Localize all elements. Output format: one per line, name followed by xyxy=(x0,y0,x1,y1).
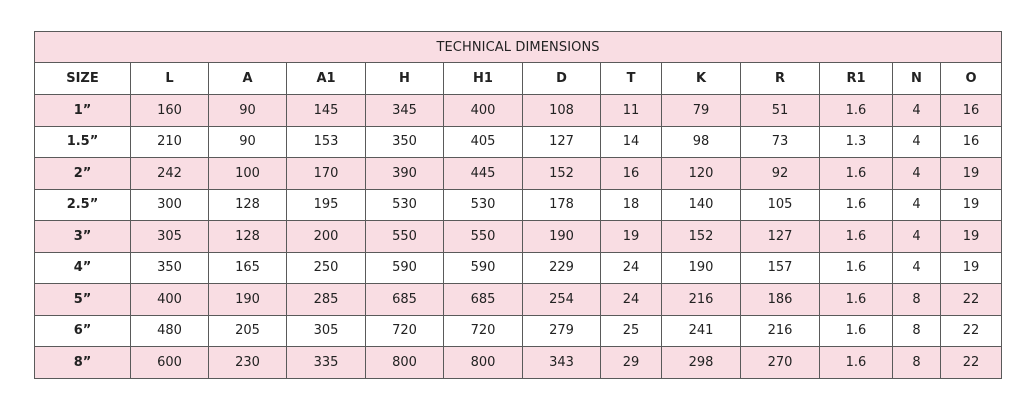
value-cell-h1: 400 xyxy=(444,95,523,127)
value-cell-a1: 285 xyxy=(287,284,366,316)
value-cell-h: 390 xyxy=(366,158,444,190)
value-cell-d: 229 xyxy=(523,252,601,284)
value-cell-o: 19 xyxy=(941,189,1002,221)
value-cell-a: 205 xyxy=(209,315,287,347)
column-header-t: T xyxy=(601,63,662,95)
value-cell-k: 298 xyxy=(662,347,741,379)
column-header-a: A xyxy=(209,63,287,95)
value-cell-a1: 170 xyxy=(287,158,366,190)
value-cell-h: 590 xyxy=(366,252,444,284)
size-cell: 2.5” xyxy=(35,189,131,221)
value-cell-o: 16 xyxy=(941,95,1002,127)
value-cell-h: 345 xyxy=(366,95,444,127)
value-cell-r: 51 xyxy=(741,95,820,127)
technical-dimensions-table xyxy=(34,31,1002,379)
size-cell: 8” xyxy=(35,347,131,379)
value-cell-h1: 590 xyxy=(444,252,523,284)
size-cell: 1” xyxy=(35,95,131,127)
table-row xyxy=(35,221,1002,253)
value-cell-t: 18 xyxy=(601,189,662,221)
value-cell-r: 127 xyxy=(741,221,820,253)
value-cell-h1: 685 xyxy=(444,284,523,316)
title-row xyxy=(35,32,1002,63)
value-cell-h1: 720 xyxy=(444,315,523,347)
value-cell-t: 24 xyxy=(601,284,662,316)
value-cell-k: 152 xyxy=(662,221,741,253)
value-cell-k: 241 xyxy=(662,315,741,347)
value-cell-a: 90 xyxy=(209,126,287,158)
column-header-h: H xyxy=(366,63,444,95)
value-cell-h: 685 xyxy=(366,284,444,316)
table-title: TECHNICAL DIMENSIONS xyxy=(35,32,1002,63)
value-cell-r1: 1.6 xyxy=(820,284,893,316)
value-cell-h1: 445 xyxy=(444,158,523,190)
value-cell-t: 19 xyxy=(601,221,662,253)
value-cell-t: 24 xyxy=(601,252,662,284)
value-cell-r1: 1.3 xyxy=(820,126,893,158)
value-cell-r: 105 xyxy=(741,189,820,221)
value-cell-h: 530 xyxy=(366,189,444,221)
value-cell-l: 300 xyxy=(131,189,209,221)
value-cell-h1: 530 xyxy=(444,189,523,221)
value-cell-l: 305 xyxy=(131,221,209,253)
value-cell-o: 19 xyxy=(941,252,1002,284)
value-cell-d: 108 xyxy=(523,95,601,127)
value-cell-n: 4 xyxy=(893,126,941,158)
value-cell-n: 4 xyxy=(893,158,941,190)
value-cell-h1: 800 xyxy=(444,347,523,379)
value-cell-k: 190 xyxy=(662,252,741,284)
value-cell-r1: 1.6 xyxy=(820,95,893,127)
value-cell-d: 254 xyxy=(523,284,601,316)
column-header-n: N xyxy=(893,63,941,95)
value-cell-a1: 250 xyxy=(287,252,366,284)
value-cell-a1: 195 xyxy=(287,189,366,221)
value-cell-d: 152 xyxy=(523,158,601,190)
value-cell-n: 4 xyxy=(893,95,941,127)
value-cell-d: 178 xyxy=(523,189,601,221)
column-header-l: L xyxy=(131,63,209,95)
value-cell-r1: 1.6 xyxy=(820,189,893,221)
column-header-d: D xyxy=(523,63,601,95)
value-cell-o: 19 xyxy=(941,221,1002,253)
column-header-r1: R1 xyxy=(820,63,893,95)
value-cell-h: 350 xyxy=(366,126,444,158)
value-cell-h: 550 xyxy=(366,221,444,253)
table-body xyxy=(35,95,1002,379)
column-header-k: K xyxy=(662,63,741,95)
value-cell-h1: 405 xyxy=(444,126,523,158)
value-cell-o: 22 xyxy=(941,347,1002,379)
value-cell-n: 8 xyxy=(893,347,941,379)
value-cell-l: 600 xyxy=(131,347,209,379)
value-cell-a1: 145 xyxy=(287,95,366,127)
value-cell-n: 8 xyxy=(893,284,941,316)
value-cell-a: 90 xyxy=(209,95,287,127)
size-cell: 1.5” xyxy=(35,126,131,158)
value-cell-k: 140 xyxy=(662,189,741,221)
value-cell-l: 400 xyxy=(131,284,209,316)
value-cell-k: 120 xyxy=(662,158,741,190)
table-row xyxy=(35,284,1002,316)
value-cell-r: 92 xyxy=(741,158,820,190)
value-cell-r: 270 xyxy=(741,347,820,379)
value-cell-o: 19 xyxy=(941,158,1002,190)
value-cell-o: 16 xyxy=(941,126,1002,158)
table-row xyxy=(35,158,1002,190)
value-cell-a: 190 xyxy=(209,284,287,316)
value-cell-t: 29 xyxy=(601,347,662,379)
size-cell: 6” xyxy=(35,315,131,347)
column-header-r: R xyxy=(741,63,820,95)
column-header-o: O xyxy=(941,63,1002,95)
value-cell-r: 73 xyxy=(741,126,820,158)
value-cell-a1: 200 xyxy=(287,221,366,253)
column-header-a1: A1 xyxy=(287,63,366,95)
value-cell-a: 128 xyxy=(209,221,287,253)
value-cell-n: 4 xyxy=(893,221,941,253)
header-row xyxy=(35,63,1002,95)
value-cell-t: 16 xyxy=(601,158,662,190)
value-cell-t: 14 xyxy=(601,126,662,158)
value-cell-t: 11 xyxy=(601,95,662,127)
value-cell-k: 216 xyxy=(662,284,741,316)
value-cell-n: 4 xyxy=(893,189,941,221)
size-cell: 4” xyxy=(35,252,131,284)
column-header-size: SIZE xyxy=(35,63,131,95)
value-cell-l: 210 xyxy=(131,126,209,158)
size-cell: 3” xyxy=(35,221,131,253)
value-cell-r1: 1.6 xyxy=(820,347,893,379)
value-cell-r: 216 xyxy=(741,315,820,347)
value-cell-l: 242 xyxy=(131,158,209,190)
value-cell-a: 100 xyxy=(209,158,287,190)
value-cell-r1: 1.6 xyxy=(820,158,893,190)
table-row xyxy=(35,95,1002,127)
table-row xyxy=(35,126,1002,158)
value-cell-r1: 1.6 xyxy=(820,315,893,347)
value-cell-a: 128 xyxy=(209,189,287,221)
table-row xyxy=(35,189,1002,221)
value-cell-a1: 335 xyxy=(287,347,366,379)
value-cell-o: 22 xyxy=(941,315,1002,347)
value-cell-l: 160 xyxy=(131,95,209,127)
value-cell-a: 165 xyxy=(209,252,287,284)
value-cell-d: 343 xyxy=(523,347,601,379)
value-cell-t: 25 xyxy=(601,315,662,347)
value-cell-o: 22 xyxy=(941,284,1002,316)
value-cell-l: 480 xyxy=(131,315,209,347)
value-cell-r1: 1.6 xyxy=(820,252,893,284)
value-cell-n: 4 xyxy=(893,252,941,284)
value-cell-k: 79 xyxy=(662,95,741,127)
value-cell-a1: 153 xyxy=(287,126,366,158)
value-cell-k: 98 xyxy=(662,126,741,158)
value-cell-l: 350 xyxy=(131,252,209,284)
value-cell-a1: 305 xyxy=(287,315,366,347)
value-cell-r: 186 xyxy=(741,284,820,316)
size-cell: 5” xyxy=(35,284,131,316)
table-row xyxy=(35,252,1002,284)
table-row xyxy=(35,315,1002,347)
value-cell-d: 190 xyxy=(523,221,601,253)
value-cell-r: 157 xyxy=(741,252,820,284)
value-cell-d: 279 xyxy=(523,315,601,347)
value-cell-n: 8 xyxy=(893,315,941,347)
size-cell: 2” xyxy=(35,158,131,190)
value-cell-a: 230 xyxy=(209,347,287,379)
value-cell-d: 127 xyxy=(523,126,601,158)
table-row xyxy=(35,347,1002,379)
value-cell-h1: 550 xyxy=(444,221,523,253)
value-cell-r1: 1.6 xyxy=(820,221,893,253)
value-cell-h: 720 xyxy=(366,315,444,347)
column-header-h1: H1 xyxy=(444,63,523,95)
value-cell-h: 800 xyxy=(366,347,444,379)
